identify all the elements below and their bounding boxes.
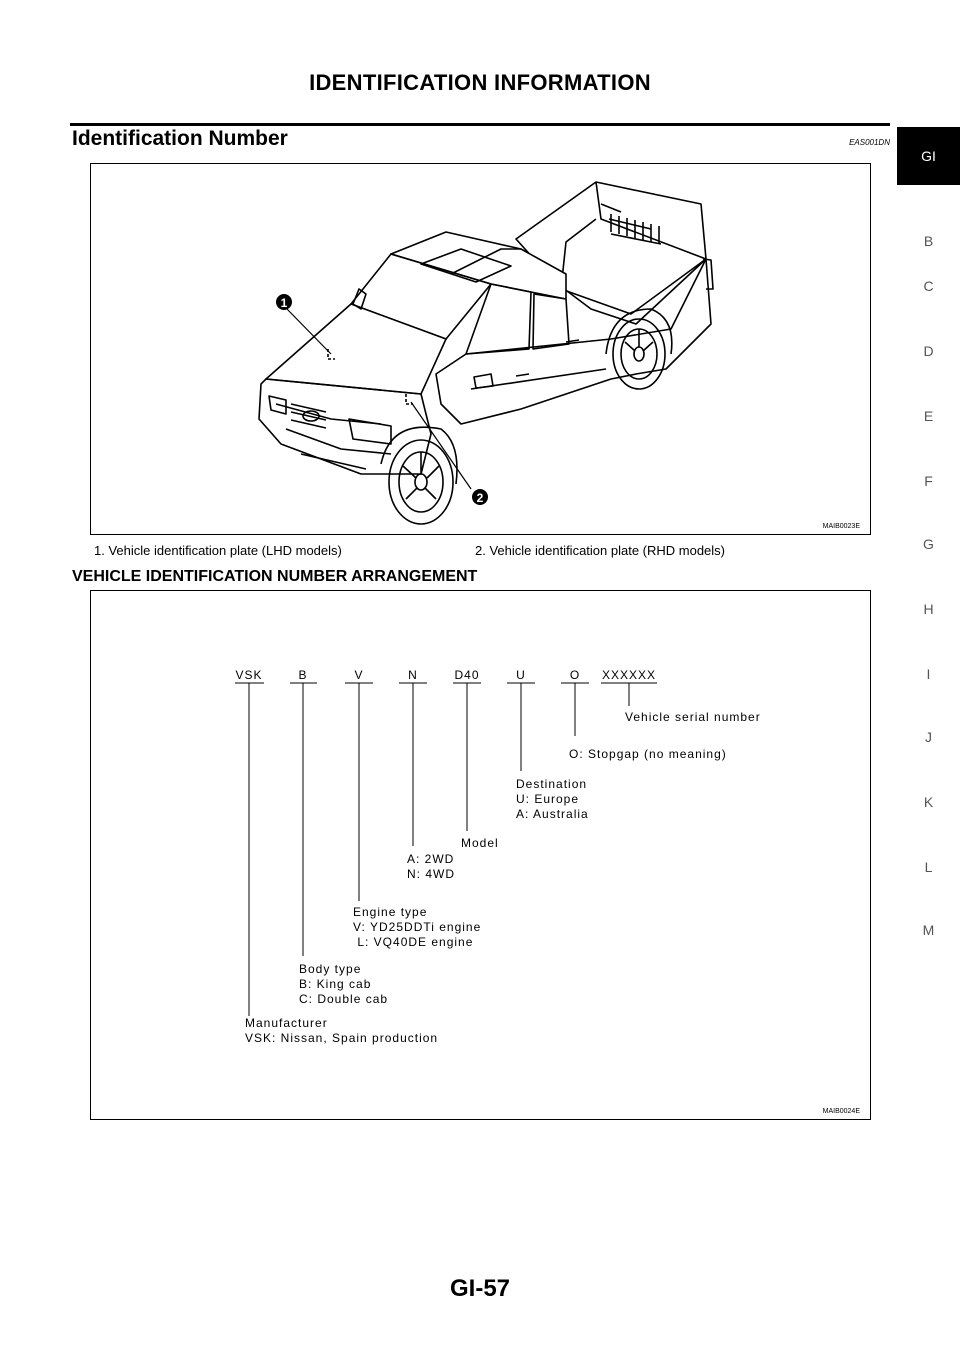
label-manufacturer-vsk: VSK: Nissan, Spain production — [245, 1031, 439, 1045]
label-engine-v: V: YD25DDTi engine — [353, 920, 482, 934]
label-manufacturer: Manufacturer — [245, 1016, 328, 1030]
vin-figure — [90, 590, 871, 1120]
vehicle-figure — [90, 163, 871, 535]
label-body-c: C: Double cab — [299, 992, 389, 1006]
vin-diagram — [91, 591, 870, 1119]
figure-code: MAIB0023E — [822, 523, 860, 530]
vin-segment-manufacturer: VSK — [235, 668, 263, 682]
sidebar-tab-m[interactable]: M — [922, 922, 935, 938]
sidebar-tab-e[interactable]: E — [923, 408, 934, 424]
label-drive-n: N: 4WD — [407, 867, 455, 881]
svg-text:1: 1 — [280, 296, 288, 310]
truck-illustration — [91, 164, 870, 534]
section-title: Identification Number — [72, 127, 288, 150]
label-drive-a: A: 2WD — [407, 852, 455, 866]
vin-segment-serial: XXXXXX — [601, 668, 657, 682]
sidebar-tab-g[interactable]: G — [923, 536, 934, 552]
label-destination-a: A: Australia — [516, 807, 589, 821]
label-body: Body type — [299, 962, 362, 976]
sidebar-tab-j[interactable]: J — [925, 729, 932, 745]
label-engine: Engine type — [353, 905, 428, 919]
sidebar-tab-h[interactable]: H — [923, 601, 934, 617]
vin-segment-drive: N — [408, 668, 418, 682]
sidebar-tab-i[interactable]: I — [926, 666, 931, 682]
vin-segment-stopgap: O — [569, 668, 581, 682]
sidebar-tab-b[interactable]: B — [923, 233, 934, 249]
vin-arrangement-heading: VEHICLE IDENTIFICATION NUMBER ARRANGEMENT — [72, 568, 478, 585]
sidebar-tab-c[interactable]: C — [923, 278, 934, 294]
sidebar-tab-k[interactable]: K — [923, 794, 934, 810]
label-engine-l: L: VQ40DE engine — [353, 935, 474, 949]
sidebar-tab-f[interactable]: F — [924, 473, 933, 489]
vin-segment-engine: V — [354, 668, 364, 682]
label-stopgap: O: Stopgap (no meaning) — [569, 747, 727, 761]
label-destination-u: U: Europe — [516, 792, 580, 806]
callout-1 — [276, 294, 292, 310]
callout-2 — [472, 489, 488, 505]
vin-segment-model: D40 — [454, 668, 480, 682]
header-rule — [70, 123, 890, 126]
svg-text:2: 2 — [476, 491, 484, 505]
page-header: IDENTIFICATION INFORMATION — [309, 70, 651, 95]
label-destination: Destination — [516, 777, 588, 791]
sidebar-tab-l[interactable]: L — [924, 859, 933, 875]
caption-lhd-plate: 1. Vehicle identification plate (LHD models) — [94, 543, 342, 558]
page-number: GI-57 — [449, 1275, 511, 1302]
label-serial: Vehicle serial number — [625, 710, 761, 724]
label-body-b: B: King cab — [299, 977, 372, 991]
caption-rhd-plate: 2. Vehicle identification plate (RHD models) — [475, 543, 726, 558]
label-model: Model — [461, 836, 499, 850]
vin-segment-destination: U — [516, 668, 526, 682]
section-code: EAS001DN — [849, 138, 890, 147]
figure-code: MAIB0024E — [822, 1108, 860, 1115]
vin-segment-body: B — [298, 668, 308, 682]
sidebar-tab-d[interactable]: D — [923, 343, 934, 359]
sidebar-tab-gi[interactable]: GI — [897, 127, 960, 185]
